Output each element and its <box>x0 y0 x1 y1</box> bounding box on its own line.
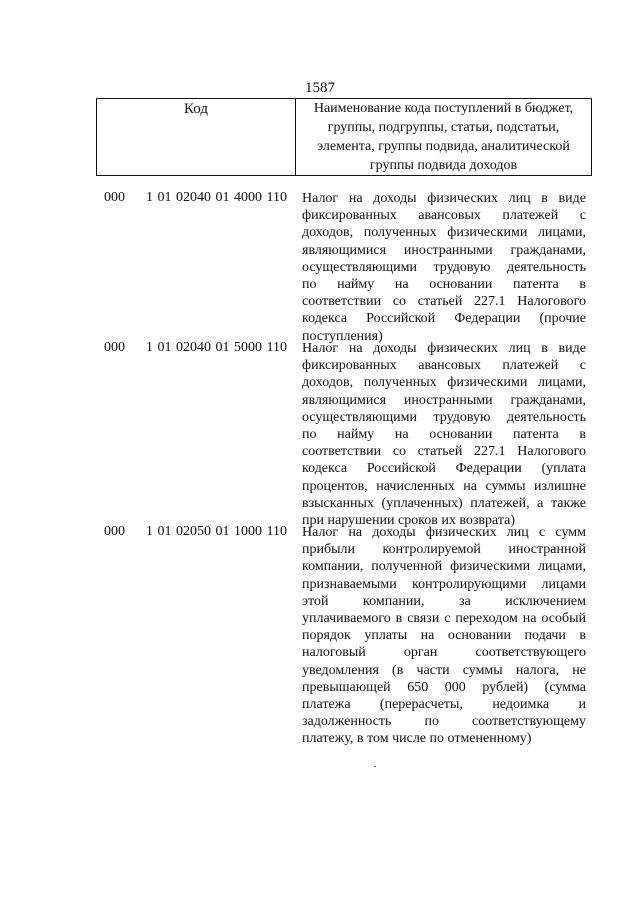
description-line: превышающей 650 000 рублей) (сумма <box>302 679 586 695</box>
description-line: Налог на доходы физических лиц в виде <box>302 341 586 356</box>
scan-speck <box>374 766 376 767</box>
admin-code: 000 <box>104 190 125 205</box>
header-code-cell: Код <box>97 99 296 176</box>
description-line: Налог на доходы физических лиц с сумм <box>302 525 586 540</box>
description-line: взысканных (уплаченных) платежей, а также <box>302 495 586 511</box>
header-name-line: группы, подгруппы, статьи, подстатьи, <box>327 120 560 135</box>
description-line: налоговый орган соответствующего <box>302 645 586 661</box>
revenue-code: 1 01 02040 01 4000 110 <box>146 190 287 205</box>
description-line: прибыли контролируемой иностранной <box>302 542 586 558</box>
description-line: процентов, начисленных на суммы излишне <box>302 478 586 494</box>
description-line: уплачиваемого в связи с переходом на особый <box>302 611 586 627</box>
header-name-line: Наименование кода поступлений в бюджет, <box>313 101 574 116</box>
description-line: доходов, полученных физическими лицами, <box>302 375 586 391</box>
description-line: кодекса Российской Федерации (прочие <box>302 311 586 327</box>
description-line: поступления) <box>302 328 383 344</box>
description-line: платежа (перерасчеты, недоимка и <box>302 697 586 713</box>
description-line: доходов, полученных физическими лицами, <box>302 225 586 241</box>
description-line: при нарушении сроков их возврата) <box>302 513 516 529</box>
description-line: признаваемыми контролирующими лицами <box>302 576 586 592</box>
description-line: компании, полученной физическими лицами, <box>302 559 586 575</box>
admin-code: 000 <box>104 524 125 539</box>
description-line: являющимися иностранными гражданами, <box>302 242 586 258</box>
description-line: этой компании, за исключением <box>302 593 586 609</box>
description-line: Налог на доходы физических лиц в виде <box>302 191 586 206</box>
admin-code: 000 <box>104 340 125 355</box>
revenue-description <box>302 340 586 529</box>
description-line: соответствии со статьей 227.1 Налогового <box>302 294 586 310</box>
description-line: фиксированных авансовых платежей с <box>302 358 586 374</box>
header-table <box>96 98 592 176</box>
description-line: по найму на основании патента в <box>302 427 586 443</box>
header-name-cell <box>296 99 592 176</box>
description-line: соответствии со статьей 227.1 Налогового <box>302 444 586 460</box>
description-line: фиксированных авансовых платежей с <box>302 208 586 224</box>
description-line: являющимися иностранными гражданами, <box>302 392 586 408</box>
description-line: осуществляющими трудовую деятельность <box>302 259 586 275</box>
description-line: порядок уплаты на основании подачи в <box>302 628 586 644</box>
description-line: кодекса Российской Федерации (уплата <box>302 461 586 477</box>
header-name-line: группы подвида доходов <box>369 158 518 173</box>
description-line: задолженность по соответствующему <box>302 714 586 730</box>
description-line: уведомления (в части суммы налога, не <box>302 662 586 678</box>
description-line: платежу, в том числе по отмененному) <box>302 731 532 747</box>
header-name-line: элемента, группы подвида, аналитической <box>317 139 570 154</box>
description-line: по найму на основании патента в <box>302 277 586 293</box>
revenue-code: 1 01 02050 01 1000 110 <box>146 524 287 539</box>
revenue-description <box>302 524 586 748</box>
revenue-code: 1 01 02040 01 5000 110 <box>146 340 287 355</box>
revenue-description <box>302 190 586 345</box>
description-line: осуществляющими трудовую деятельность <box>302 409 586 425</box>
page-number: 1587 <box>305 80 335 96</box>
